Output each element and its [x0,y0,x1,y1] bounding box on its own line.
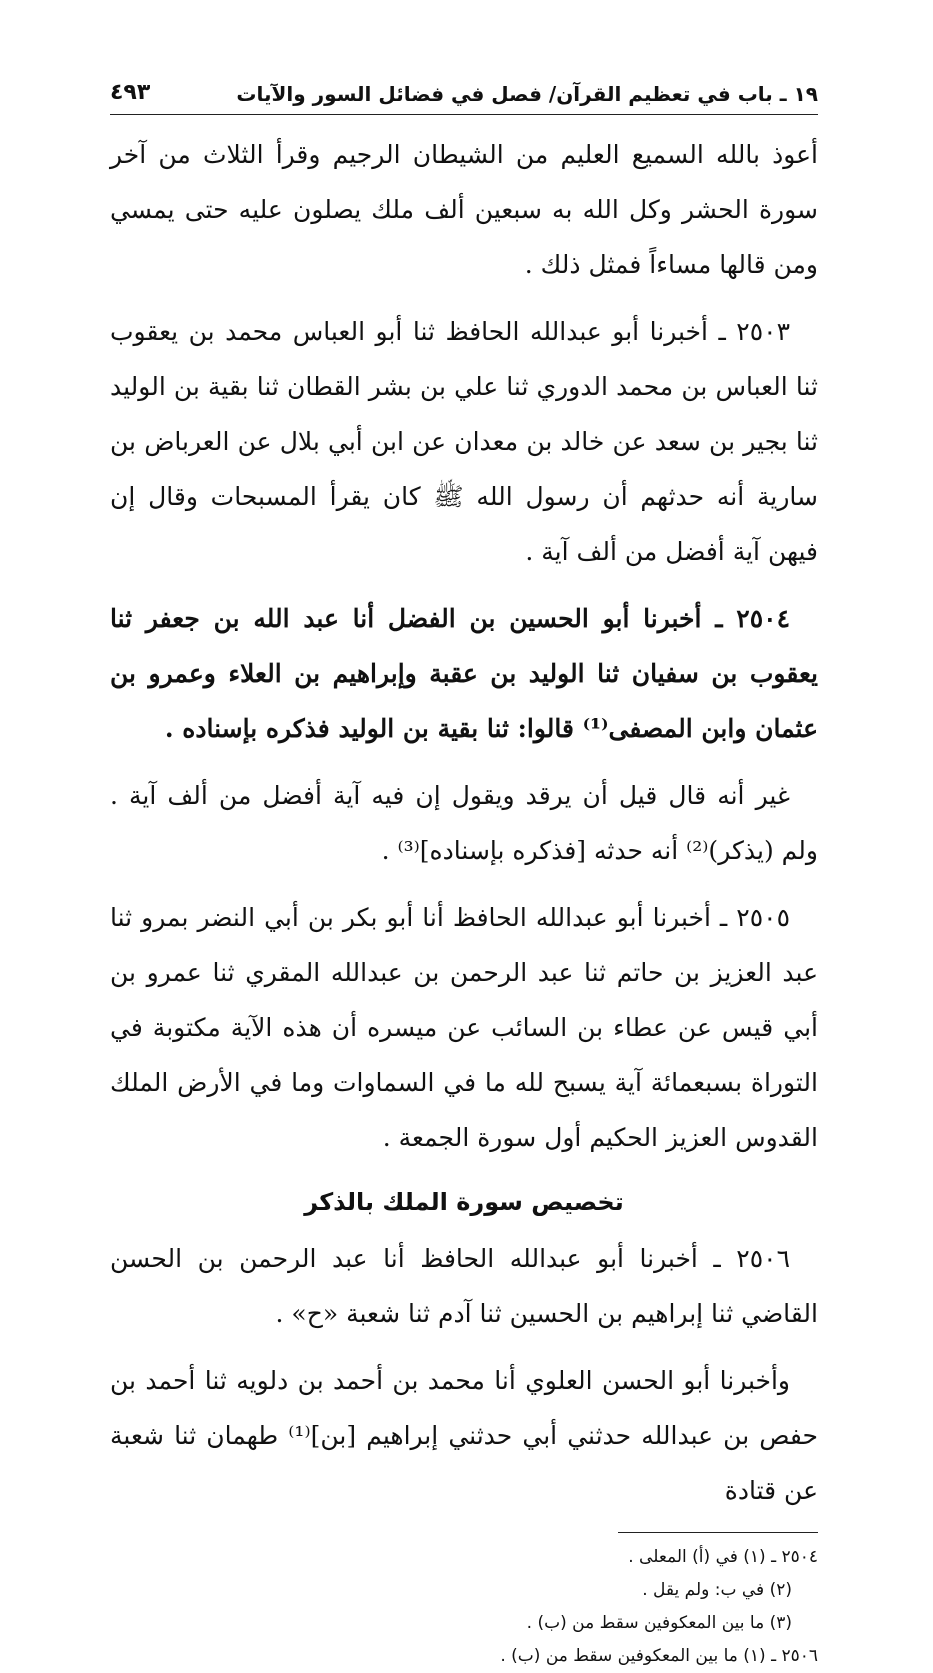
hadith-2506: ٢٥٠٦ ـ أخبرنا أبو عبدالله الحافظ أنا عبد الرحمن بن الحسن القاضي ثنا إبراهيم بن الحسين ثنا آدم ثنا شعبة «ح» . [110,1244,818,1328]
footnote-separator [618,1532,818,1533]
paragraph-continuation: أعوذ بالله السميع العليم من الشيطان الرجيم وقرأ الثلاث من آخر سورة الحشر وكل الله به سبعين ألف ملك يصلون عليه حتى يمسي ومن قالها مساءاً فمثل ذلك . [110,140,818,279]
hadith-2504: ٢٥٠٤ ـ أخبرنا أبو الحسين بن الفضل أنا عبد الله بن جعفر ثنا يعقوب بن سفيان ثنا الوليد بن عقبة وإبراهيم بن العلاء وعمرو بن عثمان وابن المصفى⁽¹⁾ قالوا: ثنا بقية بن الوليد فذكره بإسناده . [110,604,818,743]
footnotes [110,1541,818,1673]
hadith-2503: ٢٥٠٣ ـ أخبرنا أبو عبدالله الحافظ ثنا أبو العباس محمد بن يعقوب ثنا العباس بن محمد الدوري ثنا علي بن بشر القطان ثنا بقية بن الوليد ثنا بجير بن سعد عن خالد بن معدان عن ابن أبي بلال عن العرباض بن سارية أنه حدثهم أن رسول الله ﷺ كان يقرأ المسبحات وقال إن فيهن آية أفضل من ألف آية . [110,317,818,566]
footnote: ٢٥٠٦ ـ (١) ما بين المعكوفين سقط من (ب) . [500,1646,818,1666]
hadith-2504-note: غير أنه قال قيل أن يرقد ويقول إن فيه آية أفضل من ألف آية . ولم (يذكر)⁽²⁾ أنه حدثه [فذكره بإسناده]⁽³⁾ . [110,781,818,865]
hadith-2505: ٢٥٠٥ ـ أخبرنا أبو عبدالله الحافظ أنا أبو بكر بن أبي النضر بمرو ثنا عبد العزيز بن حاتم ثنا عبد الرحمن بن عبدالله المقري ثنا عمرو بن أبي قيس عن عطاء بن السائب عن ميسره أن هذه الآية مكتوبة في التوراة بسبعمائة آية يسبح لله ما في السماوات وما في الأرض الملك القدوس العزيز الحكيم أول سورة الجمعة . [110,903,818,1152]
footnote: ٢٥٠٤ ـ (١) في (أ) المعلى . [628,1547,818,1567]
page [110,78,818,1673]
section-heading: تخصيص سورة الملك بالذكر [304,1188,624,1216]
main-text [110,127,818,1518]
page-number: ٤٩٣ [110,80,160,105]
hadith-2506-chain: وأخبرنا أبو الحسن العلوي أنا محمد بن أحمد بن دلويه ثنا أحمد بن حفص بن عبدالله حدثني أبي حدثني إبراهيم [بن]⁽¹⁾ طهمان ثنا شعبة عن قتادة [110,1366,819,1505]
running-header [110,78,818,115]
footnote: (٣) ما بين المعكوفين سقط من (ب) . [526,1613,792,1633]
footnote: (٢) في ب: ولم يقل . [642,1580,792,1600]
header-title: ١٩ ـ باب في تعظيم القرآن/ فصل في فضائل السور والآيات [226,82,818,106]
